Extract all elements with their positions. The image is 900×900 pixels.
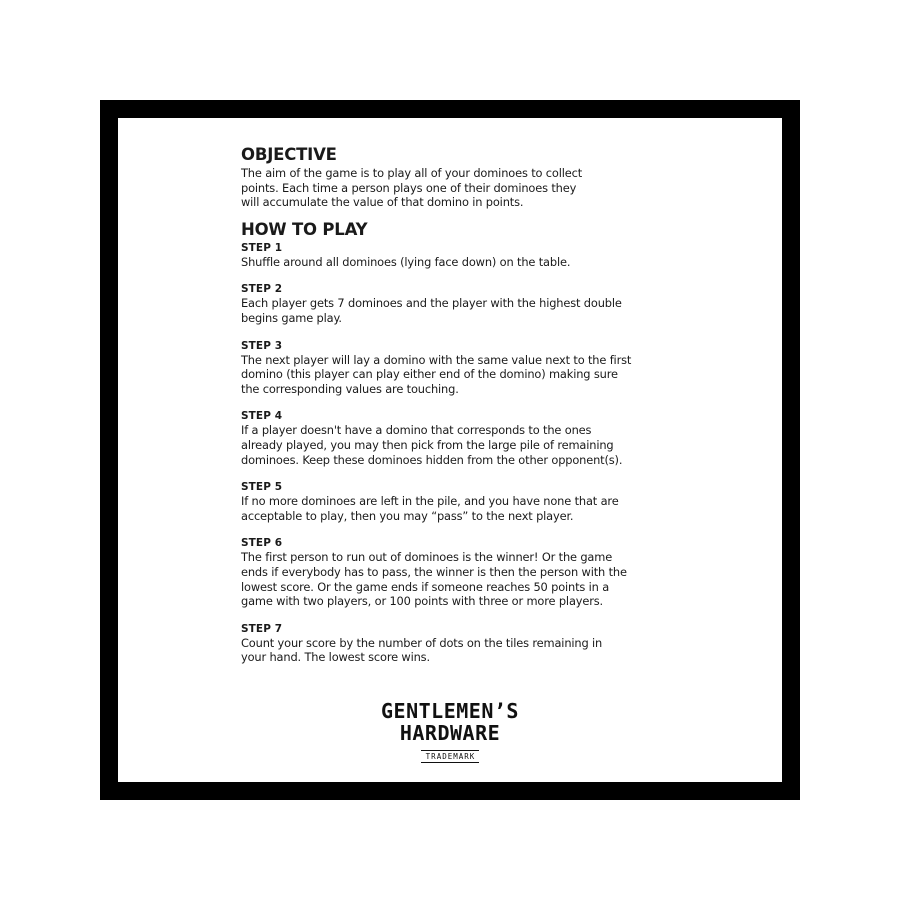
step-label: STEP 1 — [241, 241, 283, 254]
logo-line-1: GENTLEMEN’S — [381, 699, 519, 723]
instructions-content — [241, 146, 671, 665]
step-line: domino (this player can play either end of the domino) making sure — [241, 367, 618, 382]
step-line: Each player gets 7 dominoes and the player with the highest double — [241, 296, 622, 311]
step-label: STEP 7 — [241, 622, 283, 635]
step-line: game with two players, or 100 points with three or more players. — [241, 594, 604, 609]
step-line: ends if everybody has to pass, the winner is then the person with the — [241, 564, 627, 579]
step-line: The first person to run out of dominoes is the winner! Or the game — [241, 550, 613, 565]
step-line: dominoes. Keep these dominoes hidden from the other opponent(s). — [241, 452, 623, 467]
step-line: acceptable to play, then you may “pass” to the next player. — [241, 508, 574, 523]
step-label: STEP 2 — [241, 283, 283, 296]
step-line: Count your score by the number of dots on the tiles remaining in — [241, 635, 603, 650]
logo-line-2: HARDWARE — [399, 721, 501, 745]
step-line: Shuffle around all dominoes (lying face down) on the table. — [241, 254, 571, 269]
step-line: begins game play. — [241, 310, 342, 325]
step-1 — [241, 242, 671, 270]
step-label: STEP 3 — [241, 339, 283, 352]
step-6 — [241, 537, 671, 608]
step-line: If no more dominoes are left in the pile, and you have none that are — [241, 494, 619, 509]
objective-line: points. Each time a person plays one of their dominoes they — [241, 180, 577, 195]
step-5 — [241, 481, 671, 523]
objective-title: OBJECTIVE — [241, 145, 337, 164]
step-label: STEP 4 — [241, 410, 283, 423]
how-to-play-title: HOW TO PLAY — [241, 219, 368, 239]
objective-line: will accumulate the value of that domino in points. — [241, 195, 524, 210]
objective-line: The aim of the game is to play all of your dominoes to collect — [241, 166, 583, 180]
step-line: the corresponding values are touching. — [241, 381, 459, 396]
step-line: your hand. The lowest score wins. — [241, 650, 430, 665]
logo-trademark: TRADEMARK — [421, 750, 480, 763]
step-2 — [241, 283, 671, 325]
step-3 — [241, 340, 671, 397]
step-4 — [241, 410, 671, 467]
step-line: already played, you may then pick from the large pile of remaining — [241, 437, 614, 452]
gentlemens-hardware-logo — [350, 700, 550, 763]
step-label: STEP 6 — [241, 537, 283, 550]
step-7 — [241, 623, 671, 665]
step-line: If a player doesn't have a domino that corresponds to the ones — [241, 423, 592, 438]
objective-text — [241, 166, 671, 210]
step-line: The next player will lay a domino with the same value next to the first — [241, 352, 632, 367]
step-label: STEP 5 — [241, 481, 283, 494]
step-line: lowest score. Or the game ends if someone reaches 50 points in a — [241, 579, 610, 594]
